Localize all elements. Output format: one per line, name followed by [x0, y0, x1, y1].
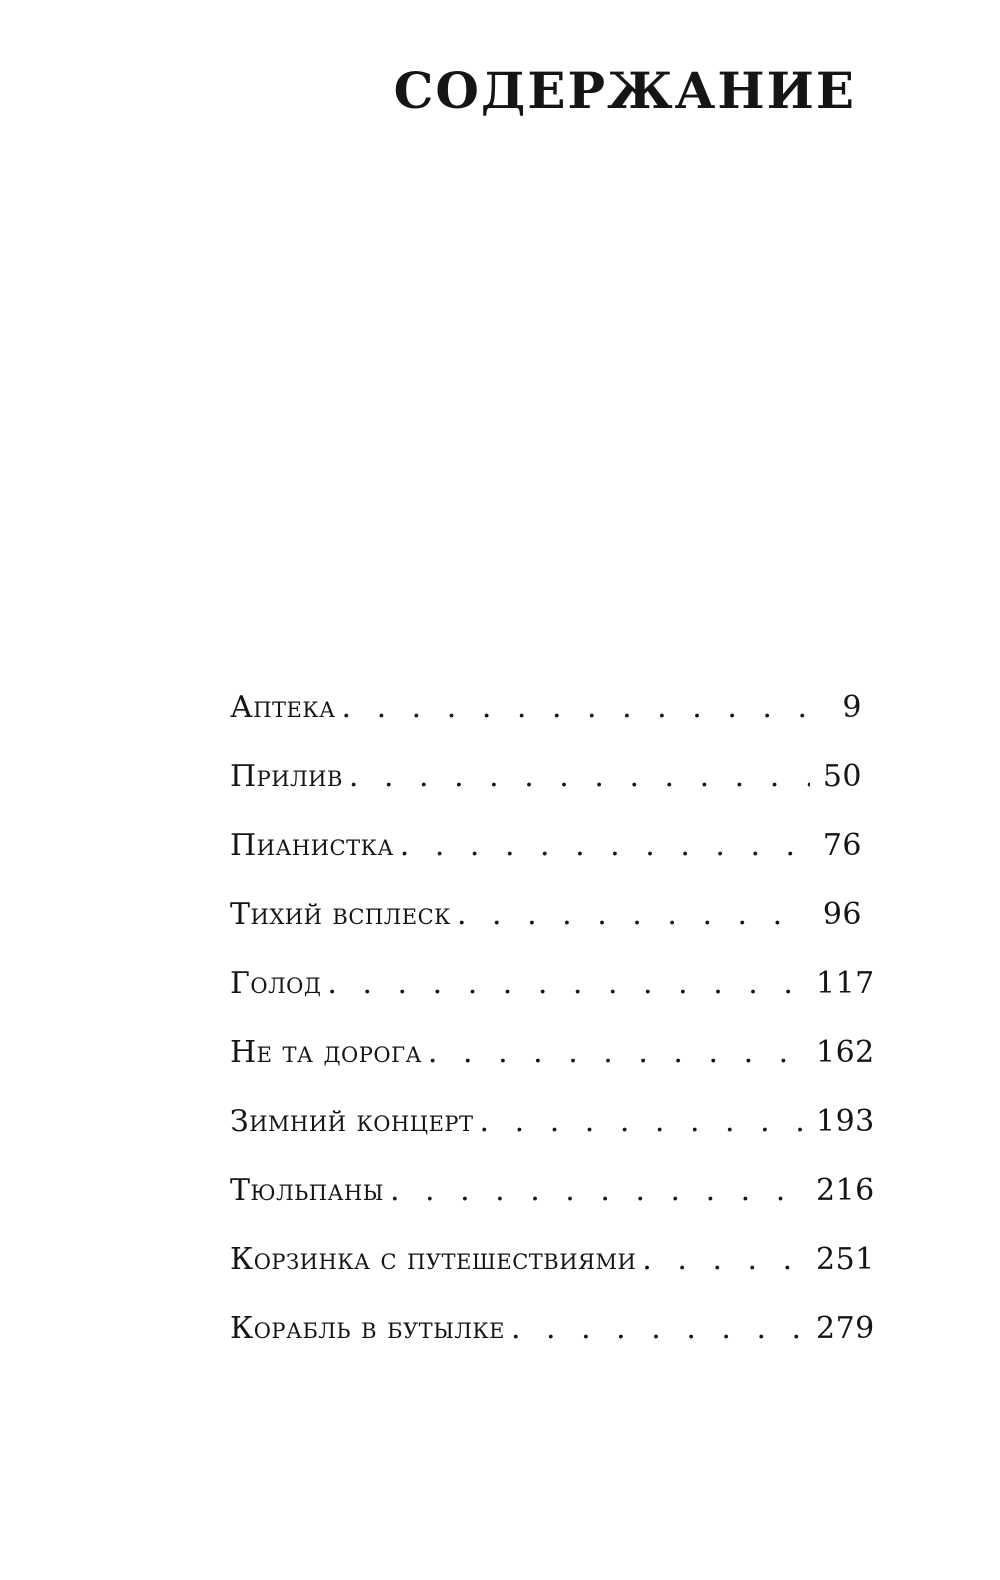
toc-entry-title: Прилив — [230, 759, 343, 794]
toc-entry — [230, 828, 862, 897]
dot-leader — [642, 1242, 810, 1277]
toc-entry-title: Тюльпаны — [230, 1173, 384, 1208]
dot-leader — [342, 690, 810, 725]
toc-entry-page: 279 — [816, 1311, 875, 1346]
dot-leader — [390, 1173, 810, 1208]
toc-entry — [230, 1104, 875, 1173]
dot-leader — [400, 828, 810, 863]
toc-entry-page: 216 — [816, 1173, 875, 1208]
toc-entry — [230, 1242, 875, 1311]
toc-entry-title: Аптека — [230, 690, 336, 725]
toc-entry-page: 96 — [822, 897, 862, 932]
dot-leader — [428, 1035, 810, 1070]
toc-entry — [230, 1173, 875, 1242]
toc-entry-title: Пианистка — [230, 828, 394, 863]
dot-leader — [480, 1104, 810, 1139]
dot-leader — [349, 759, 810, 794]
dot-leader — [511, 1311, 810, 1346]
toc-entry-title: Не та дорога — [230, 1035, 422, 1070]
toc-entry-title: Зимний концерт — [230, 1104, 474, 1139]
toc-entry — [230, 690, 862, 759]
toc-entry-page: 162 — [816, 1035, 875, 1070]
table-of-contents — [230, 690, 875, 1380]
dot-leader — [327, 966, 810, 1001]
toc-entry-title: Корабль в бутылке — [230, 1311, 505, 1346]
page-title: СОДЕРЖАНИЕ — [393, 61, 856, 120]
toc-entry-page: 9 — [842, 690, 862, 725]
toc-entry — [230, 1311, 875, 1380]
toc-entry-page: 117 — [816, 966, 875, 1001]
toc-entry — [230, 1035, 875, 1104]
toc-entry-title: Голод — [230, 966, 322, 1001]
dot-leader — [457, 897, 810, 932]
toc-entry-page: 251 — [816, 1242, 875, 1277]
toc-entry-title: Тихий всплеск — [230, 897, 451, 932]
toc-entry-page: 193 — [816, 1104, 875, 1139]
toc-entry — [230, 897, 862, 966]
toc-entry — [230, 759, 862, 828]
toc-entry-page: 50 — [822, 759, 862, 794]
toc-entry — [230, 966, 875, 1035]
toc-entry-page: 76 — [822, 828, 862, 863]
toc-entry-title: Корзинка с путешествиями — [230, 1242, 637, 1277]
